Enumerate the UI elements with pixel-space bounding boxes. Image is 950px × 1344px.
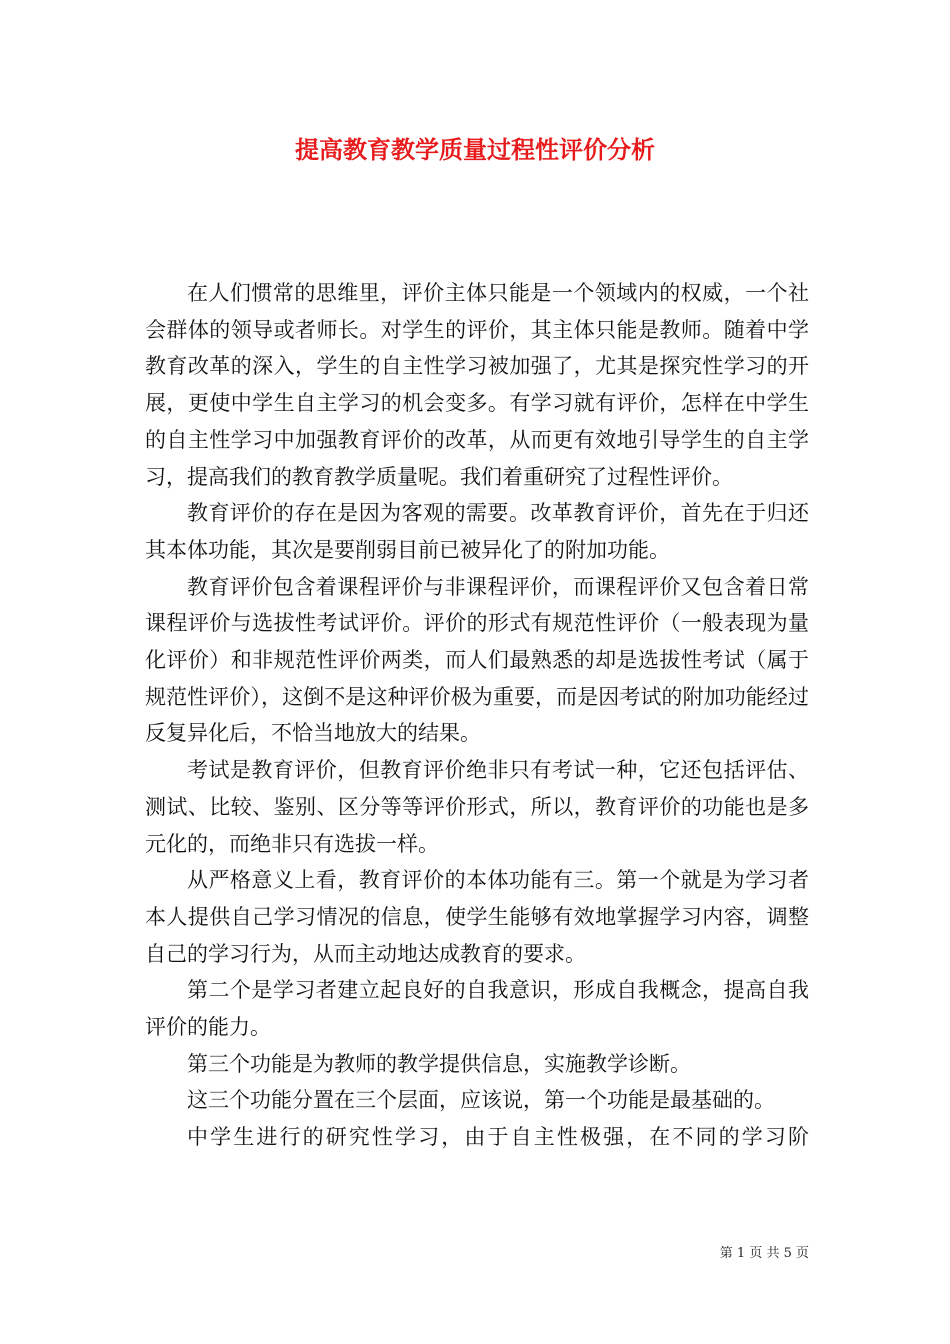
paragraph: 考试是教育评价，但教育评价绝非只有考试一种，它还包括评估、测试、比较、鉴别、区分等等评价形式，所以，教育评价的功能也是多元化的，而绝非只有选拔一样。: [145, 758, 809, 856]
paragraph: 教育评价的存在是因为客观的需要。改革教育评价，首先在于归还其本体功能，其次是要削弱目前已被异化了的附加功能。: [145, 501, 809, 562]
paragraph: 在人们惯常的思维里，评价主体只能是一个领域内的权威，一个社会群体的领导或者师长。对学生的评价，其主体只能是教师。随着中学教育改革的深入，学生的自主性学习被加强了，尤其是探究性学习的开展，更使中学生自主学习的机会变多。有学习就有评价，怎样在中学生的自主性学习中加强教育评价的改革，从而更有效地引导学生的自主学习，提高我们的教育教学质量呢。我们着重研究了过程性评价。: [145, 281, 809, 489]
paragraph: 第二个是学习者建立起良好的自我意识，形成自我概念，提高自我评价的能力。: [145, 978, 809, 1040]
paragraph: 第三个功能是为教师的教学提供信息，实施教学诊断。: [187, 1051, 691, 1076]
paragraph: 中学生进行的研究性学习，由于自主性极强，在不同的学习阶: [187, 1125, 809, 1150]
document-body: [145, 275, 809, 1156]
paragraph: 教育评价包含着课程评价与非课程评价，而课程评价又包含着日常课程评价与选拔性考试评价。评价的形式有规范性评价（一般表现为量化评价）和非规范性评价两类，而人们最熟悉的却是选拔性考试（属于规范性评价），这倒不是这种评价极为重要，而是因考试的附加功能经过反复异化后，不恰当地放大的结果。: [145, 574, 809, 746]
paragraph: 从严格意义上看，教育评价的本体功能有三。第一个就是为学习者本人提供自己学习情况的信息，使学生能够有效地掌握学习内容，调整自己的学习行为，从而主动地达成教育的要求。: [145, 868, 809, 966]
page-number: 第 1 页 共 5 页: [719, 1246, 809, 1261]
paragraph: 这三个功能分置在三个层面，应该说，第一个功能是最基础的。: [187, 1088, 775, 1113]
document-title: 提高教育教学质量过程性评价分析: [295, 135, 655, 164]
